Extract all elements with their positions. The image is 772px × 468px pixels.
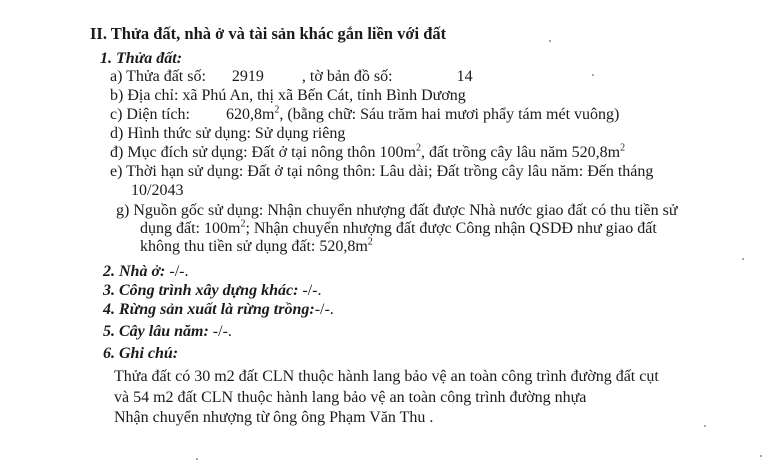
scan-speck [549, 40, 551, 42]
origin-text-c: không thu tiền sử dụng đất: 520,8m [140, 238, 368, 255]
usage-term-row: e) Thời hạn sử dụng: Đất ở tại nông thôn: Lâu dài; Đất trồng cây lâu năm: Đến tháng [110, 163, 654, 180]
usage-purpose-sup-1: 2 [416, 142, 421, 154]
perennial-value: -/-. [208, 323, 232, 340]
address-row: b) Địa chỉ: xã Phú An, thị xã Bến Cát, tỉnh Bình Dương [110, 87, 466, 104]
origin-row: g) Nguồn gốc sử dụng: Nhận chuyển nhượng đất được Nhà nước giao đất có thu tiền sử [116, 202, 678, 219]
scan-speck [742, 258, 744, 260]
usage-purpose-text-2: , đất trồng cây lâu năm 520,8m [421, 144, 621, 161]
forest-row [103, 300, 334, 320]
perennial-row [103, 322, 232, 342]
origin-text-a: dụng đất: 100m [140, 220, 241, 237]
scan-speck [592, 74, 594, 76]
origin-text-b: ; Nhận chuyển nhượng đất được Công nhận QSDĐ như giao đất [245, 220, 657, 237]
origin-row-cont-2 [140, 237, 373, 257]
map-sheet-value: 14 [456, 68, 473, 85]
other-works-label: 3. Công trình xây dựng khác: [103, 282, 299, 299]
origin-sup-c: 2 [367, 236, 373, 248]
other-works-row [103, 281, 322, 301]
area-row [110, 105, 619, 125]
land-parcel-row [110, 67, 473, 87]
scan-speck [704, 425, 706, 427]
usage-purpose-text-1: đ) Mục đích sử dụng: Đất ở tại nông thôn 100m [110, 144, 416, 161]
other-works-value: -/-. [298, 282, 322, 299]
area-in-words: , (bằng chữ: Sáu trăm hai mươi phẩy tám mét vuông) [279, 106, 620, 123]
area-label: c) Diện tích: [110, 106, 190, 123]
forest-label: 4. Rừng sản xuất là rừng trồng: [103, 301, 315, 318]
usage-form-row: d) Hình thức sử dụng: Sử dụng riêng [110, 125, 346, 142]
house-value: -/-. [165, 263, 189, 280]
scan-speck [760, 455, 762, 457]
parcel-number-value: 2919 [231, 68, 264, 85]
forest-value: -/-. [314, 301, 334, 318]
land-heading: 1. Thửa đất: [100, 50, 183, 67]
notes-line-3: Nhận chuyển nhượng từ ông ông Phạm Văn Thu . [114, 409, 434, 426]
section-title: II. Thửa đất, nhà ở và tài sản khác gắn liền với đất [90, 24, 447, 43]
usage-purpose-sup-2: 2 [620, 142, 626, 154]
parcel-number-label: a) Thửa đất số: [110, 68, 206, 85]
house-label: 2. Nhà ở: [103, 263, 166, 280]
origin-row-cont-1 [140, 219, 657, 239]
area-unit-sup: 2 [274, 104, 280, 116]
perennial-label: 5. Cây lâu năm: [103, 323, 209, 340]
area-value: 620,8m [225, 106, 275, 123]
notes-line-1: Thửa đất có 30 m2 đất CLN thuộc hành lang bảo vệ an toàn công trình đường đất cụt [114, 368, 659, 385]
usage-purpose-row [110, 143, 625, 163]
map-sheet-label: , tờ bản đồ số: [301, 68, 393, 85]
notes-line-2: và 54 m2 đất CLN thuộc hành lang bảo vệ an toàn công trình đường nhựa [114, 389, 587, 406]
scan-speck [196, 458, 198, 460]
house-row [103, 262, 188, 282]
usage-term-row-cont: 10/2043 [131, 182, 184, 199]
origin-sup-a: 2 [240, 218, 246, 230]
notes-heading: 6. Ghi chú: [103, 345, 179, 362]
